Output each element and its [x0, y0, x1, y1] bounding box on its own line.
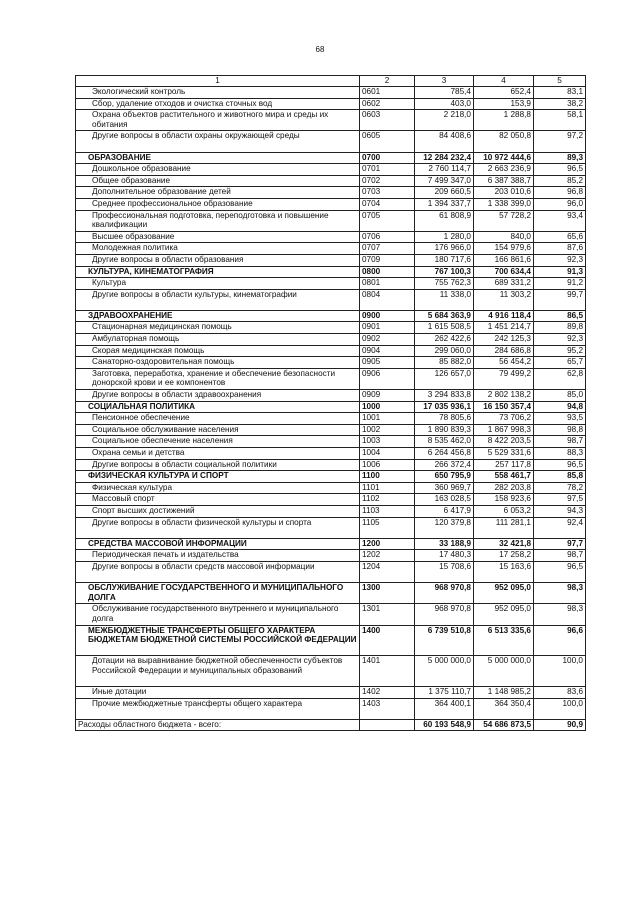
row-actual: 652,4	[474, 87, 534, 99]
row-actual: 15 163,6	[474, 561, 534, 582]
row-name: Скорая медицинская помощь	[76, 345, 360, 357]
row-percent: 78,2	[534, 482, 586, 494]
row-name: Среднее профессиональное образование	[76, 198, 360, 210]
row-percent: 92,4	[534, 517, 586, 538]
row-percent: 98,3	[534, 583, 586, 604]
row-name: Другие вопросы в области социальной политики	[76, 459, 360, 471]
row-name: СОЦИАЛЬНАЯ ПОЛИТИКА	[76, 401, 360, 413]
row-code: 0706	[360, 231, 415, 243]
row-name: Профессиональная подготовка, переподготовка и повышение квалификации	[76, 210, 360, 231]
row-name: Другие вопросы в области средств массовой информации	[76, 561, 360, 582]
table-row	[76, 656, 586, 687]
row-code: 1401	[360, 656, 415, 687]
row-percent: 62,8	[534, 368, 586, 389]
row-planned: 33 188,9	[415, 538, 474, 550]
row-code: 0701	[360, 164, 415, 176]
row-actual: 73 706,2	[474, 413, 534, 425]
row-planned: 299 060,0	[415, 345, 474, 357]
table-row	[76, 505, 586, 517]
table-row	[76, 152, 586, 164]
row-actual: 689 331,2	[474, 278, 534, 290]
row-planned: 266 372,4	[415, 459, 474, 471]
row-name: ОБРАЗОВАНИЕ	[76, 152, 360, 164]
table-row	[76, 231, 586, 243]
row-name: Обслуживание государственного внутреннего и муниципального долга	[76, 604, 360, 625]
row-code: 1202	[360, 550, 415, 562]
table-row	[76, 310, 586, 322]
table-row	[76, 401, 586, 413]
row-name: Социальное обеспечение населения	[76, 436, 360, 448]
row-name: Спорт высших достижений	[76, 505, 360, 517]
row-actual: 1 451 214,7	[474, 322, 534, 334]
row-percent: 100,0	[534, 656, 586, 687]
row-planned: 968 970,8	[415, 583, 474, 604]
row-code: 1002	[360, 424, 415, 436]
row-percent: 96,0	[534, 198, 586, 210]
row-planned: 126 657,0	[415, 368, 474, 389]
row-planned: 61 808,9	[415, 210, 474, 231]
row-actual: 6 513 335,6	[474, 625, 534, 656]
row-actual: 1 867 998,3	[474, 424, 534, 436]
row-planned: 85 882,0	[415, 357, 474, 369]
row-actual: 82 050,8	[474, 131, 534, 152]
table-row	[76, 210, 586, 231]
row-code: 1200	[360, 538, 415, 550]
row-planned: 2 760 114,7	[415, 164, 474, 176]
row-code: 0900	[360, 310, 415, 322]
row-actual: 558 461,7	[474, 471, 534, 483]
row-actual: 10 972 444,6	[474, 152, 534, 164]
row-code: 0707	[360, 243, 415, 255]
row-planned: 176 966,0	[415, 243, 474, 255]
row-name: СРЕДСТВА МАССОВОЙ ИНФОРМАЦИИ	[76, 538, 360, 550]
header-cell: 4	[474, 76, 534, 87]
table-row	[76, 278, 586, 290]
row-actual: 952 095,0	[474, 583, 534, 604]
row-planned: 209 660,5	[415, 187, 474, 199]
row-actual: 111 281,1	[474, 517, 534, 538]
row-name: Другие вопросы в области здравоохранения	[76, 390, 360, 402]
row-name: Прочие межбюджетные трансферты общего характера	[76, 698, 360, 719]
row-actual: 257 117,8	[474, 459, 534, 471]
row-percent: 96,5	[534, 561, 586, 582]
table-row	[76, 538, 586, 550]
row-name: Физическая культура	[76, 482, 360, 494]
row-code: 1403	[360, 698, 415, 719]
row-code: 1301	[360, 604, 415, 625]
row-actual: 154 979,6	[474, 243, 534, 255]
row-code: 0804	[360, 289, 415, 310]
row-actual: 11 303,2	[474, 289, 534, 310]
total-code	[360, 719, 415, 731]
table-row	[76, 266, 586, 278]
row-name: Охрана объектов растительного и животного мира и среды их обитания	[76, 110, 360, 131]
table-row	[76, 471, 586, 483]
row-name: Массовый спорт	[76, 494, 360, 506]
page-number: 68	[315, 45, 325, 54]
row-name: Периодическая печать и издательства	[76, 550, 360, 562]
row-percent: 92,3	[534, 334, 586, 346]
row-percent: 94,3	[534, 505, 586, 517]
table-row	[76, 687, 586, 699]
row-actual: 700 634,4	[474, 266, 534, 278]
row-percent: 65,7	[534, 357, 586, 369]
header-cell: 2	[360, 76, 415, 87]
total-percent: 90,9	[534, 719, 586, 731]
row-planned: 1 394 337,7	[415, 198, 474, 210]
row-code: 0703	[360, 187, 415, 199]
table-row	[76, 322, 586, 334]
row-percent: 93,4	[534, 210, 586, 231]
row-actual: 1 288,8	[474, 110, 534, 131]
header-cell: 1	[76, 76, 360, 87]
table-row	[76, 243, 586, 255]
row-percent: 58,1	[534, 110, 586, 131]
row-actual: 952 095,0	[474, 604, 534, 625]
row-percent: 98,8	[534, 424, 586, 436]
row-percent: 97,5	[534, 494, 586, 506]
row-percent: 96,8	[534, 187, 586, 199]
row-percent: 89,3	[534, 152, 586, 164]
table-row	[76, 561, 586, 582]
row-planned: 6 739 510,8	[415, 625, 474, 656]
row-percent: 86,5	[534, 310, 586, 322]
total-planned: 60 193 548,9	[415, 719, 474, 731]
row-code: 1300	[360, 583, 415, 604]
row-percent: 98,7	[534, 436, 586, 448]
table-row	[76, 482, 586, 494]
row-name: Другие вопросы в области физической культуры и спорта	[76, 517, 360, 538]
table-row	[76, 604, 586, 625]
table-row	[76, 517, 586, 538]
row-percent: 89,8	[534, 322, 586, 334]
row-actual: 32 421,8	[474, 538, 534, 550]
row-name: Другие вопросы в области культуры, кинематографии	[76, 289, 360, 310]
table-row	[76, 198, 586, 210]
row-planned: 1 615 508,5	[415, 322, 474, 334]
row-name: Высшее образование	[76, 231, 360, 243]
table-row	[76, 357, 586, 369]
row-code: 0603	[360, 110, 415, 131]
row-percent: 99,7	[534, 289, 586, 310]
row-percent: 98,3	[534, 604, 586, 625]
row-name: Заготовка, переработка, хранение и обеспечение безопасности донорской крови и ее компонентов	[76, 368, 360, 389]
row-percent: 96,6	[534, 625, 586, 656]
row-name: Другие вопросы в области охраны окружающей среды	[76, 131, 360, 152]
row-planned: 403,0	[415, 98, 474, 110]
row-code: 0602	[360, 98, 415, 110]
row-percent: 85,2	[534, 175, 586, 187]
row-actual: 166 861,6	[474, 254, 534, 266]
row-planned: 968 970,8	[415, 604, 474, 625]
row-name: КУЛЬТУРА, КИНЕМАТОГРАФИЯ	[76, 266, 360, 278]
row-planned: 1 890 839,3	[415, 424, 474, 436]
row-name: Сбор, удаление отходов и очистка сточных вод	[76, 98, 360, 110]
row-code: 0801	[360, 278, 415, 290]
row-actual: 158 923,6	[474, 494, 534, 506]
row-planned: 17 035 936,1	[415, 401, 474, 413]
row-planned: 785,4	[415, 87, 474, 99]
header-row	[76, 76, 586, 87]
header-cell: 3	[415, 76, 474, 87]
row-planned: 15 708,6	[415, 561, 474, 582]
row-code: 0800	[360, 266, 415, 278]
table-row	[76, 413, 586, 425]
row-percent: 65,6	[534, 231, 586, 243]
row-percent: 97,7	[534, 538, 586, 550]
row-code: 1400	[360, 625, 415, 656]
row-planned: 3 294 833,8	[415, 390, 474, 402]
row-planned: 767 100,3	[415, 266, 474, 278]
row-planned: 6 417,9	[415, 505, 474, 517]
table-body	[76, 87, 586, 731]
row-code: 0905	[360, 357, 415, 369]
row-actual: 284 686,8	[474, 345, 534, 357]
row-code: 0906	[360, 368, 415, 389]
row-actual: 2 802 138,2	[474, 390, 534, 402]
row-name: Пенсионное обеспечение	[76, 413, 360, 425]
row-percent: 91,3	[534, 266, 586, 278]
table-row	[76, 254, 586, 266]
row-percent: 38,2	[534, 98, 586, 110]
row-name: Дотации на выравнивание бюджетной обеспеченности субъектов Российской Федерации и муниципальных образований	[76, 656, 360, 687]
table-row	[76, 87, 586, 99]
row-percent: 83,1	[534, 87, 586, 99]
row-actual: 282 203,8	[474, 482, 534, 494]
row-percent: 100,0	[534, 698, 586, 719]
total-row	[76, 719, 586, 731]
row-name: Иные дотации	[76, 687, 360, 699]
row-percent: 93,5	[534, 413, 586, 425]
row-name: Другие вопросы в области образования	[76, 254, 360, 266]
row-percent: 96,5	[534, 459, 586, 471]
row-planned: 84 408,6	[415, 131, 474, 152]
row-actual: 6 053,2	[474, 505, 534, 517]
row-planned: 180 717,6	[415, 254, 474, 266]
row-actual: 56 454,2	[474, 357, 534, 369]
table-row	[76, 110, 586, 131]
table-row	[76, 131, 586, 152]
row-code: 0700	[360, 152, 415, 164]
table-row	[76, 187, 586, 199]
row-actual: 5 529 331,6	[474, 448, 534, 460]
row-name: Экологический контроль	[76, 87, 360, 99]
row-planned: 5 000 000,0	[415, 656, 474, 687]
row-code: 0901	[360, 322, 415, 334]
row-planned: 360 969,7	[415, 482, 474, 494]
table-row	[76, 625, 586, 656]
row-actual: 17 258,2	[474, 550, 534, 562]
table-row	[76, 424, 586, 436]
row-percent: 92,3	[534, 254, 586, 266]
row-percent: 95,2	[534, 345, 586, 357]
row-planned: 163 028,5	[415, 494, 474, 506]
row-name: Стационарная медицинская помощь	[76, 322, 360, 334]
row-planned: 11 338,0	[415, 289, 474, 310]
row-actual: 1 148 985,2	[474, 687, 534, 699]
row-code: 1105	[360, 517, 415, 538]
table-row	[76, 345, 586, 357]
row-name: МЕЖБЮДЖЕТНЫЕ ТРАНСФЕРТЫ ОБЩЕГО ХАРАКТЕРА БЮДЖЕТАМ БЮДЖЕТНОЙ СИСТЕМЫ РОССИЙСКОЙ ФЕДЕРАЦИИ	[76, 625, 360, 656]
row-code: 1004	[360, 448, 415, 460]
row-name: ЗДРАВООХРАНЕНИЕ	[76, 310, 360, 322]
table-row	[76, 459, 586, 471]
row-code: 0709	[360, 254, 415, 266]
table-row	[76, 436, 586, 448]
budget-table	[75, 75, 586, 731]
row-percent: 96,5	[534, 164, 586, 176]
table-row	[76, 368, 586, 389]
row-code: 0702	[360, 175, 415, 187]
row-actual: 16 150 357,4	[474, 401, 534, 413]
row-planned: 262 422,6	[415, 334, 474, 346]
row-planned: 12 284 232,4	[415, 152, 474, 164]
row-code: 1402	[360, 687, 415, 699]
row-name: Амбулаторная помощь	[76, 334, 360, 346]
table-row	[76, 175, 586, 187]
row-planned: 650 795,9	[415, 471, 474, 483]
row-percent: 98,7	[534, 550, 586, 562]
row-actual: 364 350,4	[474, 698, 534, 719]
table-row	[76, 698, 586, 719]
row-planned: 6 264 456,8	[415, 448, 474, 460]
row-planned: 1 280,0	[415, 231, 474, 243]
table-row	[76, 494, 586, 506]
row-percent: 88,3	[534, 448, 586, 460]
row-name: Социальное обслуживание населения	[76, 424, 360, 436]
table-row	[76, 550, 586, 562]
row-percent: 94,8	[534, 401, 586, 413]
row-name: ФИЗИЧЕСКАЯ КУЛЬТУРА И СПОРТ	[76, 471, 360, 483]
total-actual: 54 686 873,5	[474, 719, 534, 731]
row-name: Культура	[76, 278, 360, 290]
row-name: Общее образование	[76, 175, 360, 187]
row-actual: 4 916 118,4	[474, 310, 534, 322]
row-code: 0909	[360, 390, 415, 402]
row-code: 1103	[360, 505, 415, 517]
row-code: 1204	[360, 561, 415, 582]
total-label: Расходы областного бюджета - всего:	[76, 719, 360, 731]
row-code: 1102	[360, 494, 415, 506]
row-actual: 153,9	[474, 98, 534, 110]
row-percent: 83,6	[534, 687, 586, 699]
row-code: 1006	[360, 459, 415, 471]
row-planned: 78 805,6	[415, 413, 474, 425]
row-percent: 97,2	[534, 131, 586, 152]
row-percent: 85,0	[534, 390, 586, 402]
row-name: Дошкольное образование	[76, 164, 360, 176]
row-planned: 1 375 110,7	[415, 687, 474, 699]
row-code: 1100	[360, 471, 415, 483]
row-percent: 87,6	[534, 243, 586, 255]
table-row	[76, 289, 586, 310]
row-code: 1003	[360, 436, 415, 448]
row-code: 0605	[360, 131, 415, 152]
row-name: Молодежная политика	[76, 243, 360, 255]
row-planned: 755 762,3	[415, 278, 474, 290]
row-actual: 8 422 203,5	[474, 436, 534, 448]
row-code: 1000	[360, 401, 415, 413]
header-cell: 5	[534, 76, 586, 87]
row-code: 0904	[360, 345, 415, 357]
row-code: 1101	[360, 482, 415, 494]
row-actual: 1 338 399,0	[474, 198, 534, 210]
row-actual: 57 728,2	[474, 210, 534, 231]
row-actual: 2 663 236,9	[474, 164, 534, 176]
row-name: Охрана семьи и детства	[76, 448, 360, 460]
row-code: 0902	[360, 334, 415, 346]
row-code: 0704	[360, 198, 415, 210]
row-name: Санаторно-оздоровительная помощь	[76, 357, 360, 369]
row-planned: 7 499 347,0	[415, 175, 474, 187]
row-actual: 5 000 000,0	[474, 656, 534, 687]
row-code: 0601	[360, 87, 415, 99]
row-planned: 2 218,0	[415, 110, 474, 131]
row-name: Дополнительное образование детей	[76, 187, 360, 199]
row-planned: 8 535 462,0	[415, 436, 474, 448]
row-actual: 840,0	[474, 231, 534, 243]
row-name: ОБСЛУЖИВАНИЕ ГОСУДАРСТВЕННОГО И МУНИЦИПАЛЬНОГО ДОЛГА	[76, 583, 360, 604]
row-code: 1001	[360, 413, 415, 425]
row-planned: 120 379,8	[415, 517, 474, 538]
row-code: 0705	[360, 210, 415, 231]
row-planned: 17 480,3	[415, 550, 474, 562]
row-actual: 203 010,6	[474, 187, 534, 199]
table-row	[76, 164, 586, 176]
row-actual: 6 387 388,7	[474, 175, 534, 187]
table-row	[76, 334, 586, 346]
row-planned: 364 400,1	[415, 698, 474, 719]
table-row	[76, 583, 586, 604]
table-row	[76, 98, 586, 110]
table-row	[76, 390, 586, 402]
row-actual: 79 499,2	[474, 368, 534, 389]
row-actual: 242 125,3	[474, 334, 534, 346]
row-planned: 5 684 363,9	[415, 310, 474, 322]
row-percent: 91,2	[534, 278, 586, 290]
table-row	[76, 448, 586, 460]
row-percent: 85,8	[534, 471, 586, 483]
